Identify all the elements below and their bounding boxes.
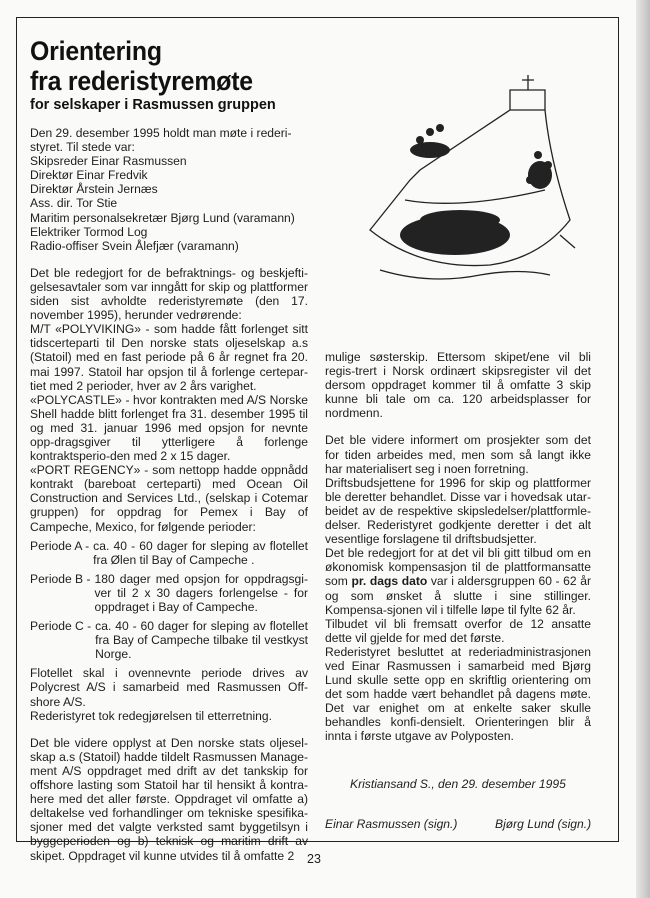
period-item bbox=[30, 539, 308, 567]
period-text: ca. 40 - 60 dager for sleping av flotellet fra Ølen til Bay of Campeche . bbox=[93, 538, 308, 567]
attendee-line: Ass. dir. Tor Stie bbox=[30, 196, 118, 211]
right-column bbox=[325, 350, 591, 756]
acknowledgement-paragraph: Rederistyret tok redegjørelsen til etterretning. bbox=[30, 708, 272, 723]
ship-deck-line bbox=[405, 190, 545, 203]
port-regency-paragraph: «PORT REGENCY» - som nettopp hadde oppnådd kontrakt (bareboat certeparti) med Ocean Oil Construction and Services Ltd., (selskap i Cotemar gruppen) for oppdrag for Pemex i Bay of Campeche, Mexico, for følgende perioder: bbox=[30, 463, 308, 534]
budget-paragraph: Driftsbudsjettene for 1996 for skip og plattformer ble deretter behandlet. Disse var i hovedsak utar-beidet av de respektive skipsledelser/plattformle-delser. Rederistyret godkjente deretter i det alt vesentlige forslagene til driftsbudsjetter. bbox=[325, 475, 591, 547]
attendee-line: Elektriker Tormod Log bbox=[30, 224, 148, 239]
polyviking-paragraph: M/T «POLYVIKING» - som hadde fått forlenget sitt tidscerteparti til Den norske stats oljeselskap a.s (Statoil) med en fast periode på 6 år regnet fra 20. mai 1997. Statoil har opsjon til å forlenge certepar-tiet med 2 perioder, hver av 2 års varighet. bbox=[30, 322, 308, 393]
flotel-paragraph: Flotellet skal i ovennevnte periode drives av Polycrest A/S i samarbeid med Rasmussen Off-shore A/S. bbox=[30, 666, 308, 709]
article-title bbox=[30, 36, 306, 96]
period-item bbox=[30, 619, 308, 661]
title-line-2: fra rederistyremøte bbox=[30, 66, 253, 96]
decision-paragraph: Rederistyret besluttet at rederiadministrasjonen ved Einar Rasmussen i samarbeid med Bjørg Lund skulle sette opp en skriftlig orientering om det som hadde vært behandlet på dagens møte. Det var enighet om at enkelte saker skulle behandles konfi-densielt. Orienteringen blir å innta i første utgave av Polyposten. bbox=[325, 644, 591, 744]
attendee-line: Direktør Årstein Jernæs bbox=[30, 182, 158, 197]
period-text: 180 dager med opsjon for oppdragsgi-ver til 2 x 30 dagers forlengelse - for oppdraget i Bay of Campeche. bbox=[94, 571, 308, 614]
ship-mast bbox=[522, 75, 534, 90]
statoil-paragraph: Det ble videre opplyst at Den norske stats oljesel-skap a.s (Statoil) hadde tildelt Rasmussen Manage-ment A/S oppdraget med drift av det tankskip for offshore lasting som Statoil har til hensikt å kontra-here med det aller første. Oppdraget vil omfatte a) deltakelse ved forhandlinger om tekniske spesifika-sjoner med det valgte verksted samt byggetilsyn i byggeperioden og b) teknisk og maritim drift av skipet. Oppdraget vil kunne utvides til å omfatte 2 bbox=[30, 735, 308, 863]
period-label: Periode B - bbox=[30, 571, 91, 586]
place-date: Kristiansand S., den 29. desember 1995 bbox=[350, 777, 566, 791]
body-paragraph: Det ble redegjort for de befraktnings- og beskjefti-gelsesavtaler som var inngått for skip og plattformer siden sist avholdte rederistyremøte (den 17. november 1995), herunder vedrørende: bbox=[30, 265, 308, 323]
title-line-1: Orientering bbox=[30, 36, 162, 66]
ship-illustration bbox=[360, 70, 610, 290]
ship-bridge bbox=[510, 90, 545, 110]
period-item bbox=[30, 572, 308, 614]
page-spine-shadow bbox=[636, 0, 650, 898]
emphasis-text: pr. dags dato bbox=[351, 574, 428, 589]
left-column bbox=[30, 126, 308, 875]
signature-right: Bjørg Lund (sign.) bbox=[495, 817, 592, 831]
compensation-paragraph: Det ble redegjort for at det vil bli gitt tilbud om en økonomisk kompensasjon til de plattformansatte som pr. dags dato var i aldersgruppen 60 - 62 år og som ønsket å slutte i sine stillinger. Kompensa-sjonen vil i tilfelle løpe til fylte 62 år. bbox=[325, 546, 591, 617]
projects-paragraph: Det ble videre informert om prosjekter som det for tiden arbeides med, men som så langt ikke har materialisert seg i noen forretning. bbox=[325, 433, 591, 476]
polycastle-paragraph: «POLYCASTLE» - hvor kontrakten med A/S Norske Shell hadde blitt forlenget fra 31. desember 1995 til og med 31. januar 1996 med opsjon for nevnte opp-dragsgiver til ytterligere å forlenge kontraktsperio-den med 2 x 15 dager. bbox=[30, 392, 308, 464]
intro-line: Den 29. desember 1995 holdt man møte i rederi- bbox=[30, 126, 292, 140]
attendee-line: Radio-offiser Svein Ålefjær (varamann) bbox=[30, 238, 239, 253]
ship-wave-line bbox=[380, 270, 550, 279]
intro-line: styret. Til stede var: bbox=[30, 140, 135, 155]
attendee-line: Skipsreder Einar Rasmussen bbox=[30, 154, 187, 169]
attendee-line: Direktør Einar Fredvik bbox=[30, 168, 148, 183]
offer-paragraph: Tilbudet vil bli fremsatt overfor de 12 ansatte dette vil gjelde for med det første. bbox=[325, 616, 591, 645]
sister-ships-paragraph: mulige søsterskip. Ettersom skipet/ene vil bli regis-trert i Norsk ordinært skipsregister vil det dersom oppdraget kommer til å omfatte 3 skip kunne bli tale om ca. 120 arbeidsplasser for nordmenn. bbox=[325, 350, 591, 421]
attendee-line: Maritim personalsekretær Bjørg Lund (varamann) bbox=[30, 210, 295, 225]
page-number: 23 bbox=[307, 852, 321, 866]
period-label: Periode A - bbox=[30, 538, 90, 553]
signature-left: Einar Rasmussen (sign.) bbox=[325, 817, 458, 831]
article-subtitle: for selskaper i Rasmussen gruppen bbox=[30, 97, 276, 113]
intro-block bbox=[30, 126, 308, 253]
period-label: Periode C - bbox=[30, 619, 92, 634]
period-text: ca. 40 - 60 dager for sleping av flotellet fra Bay of Campeche tilbake til vestkyst Norge. bbox=[95, 619, 308, 662]
